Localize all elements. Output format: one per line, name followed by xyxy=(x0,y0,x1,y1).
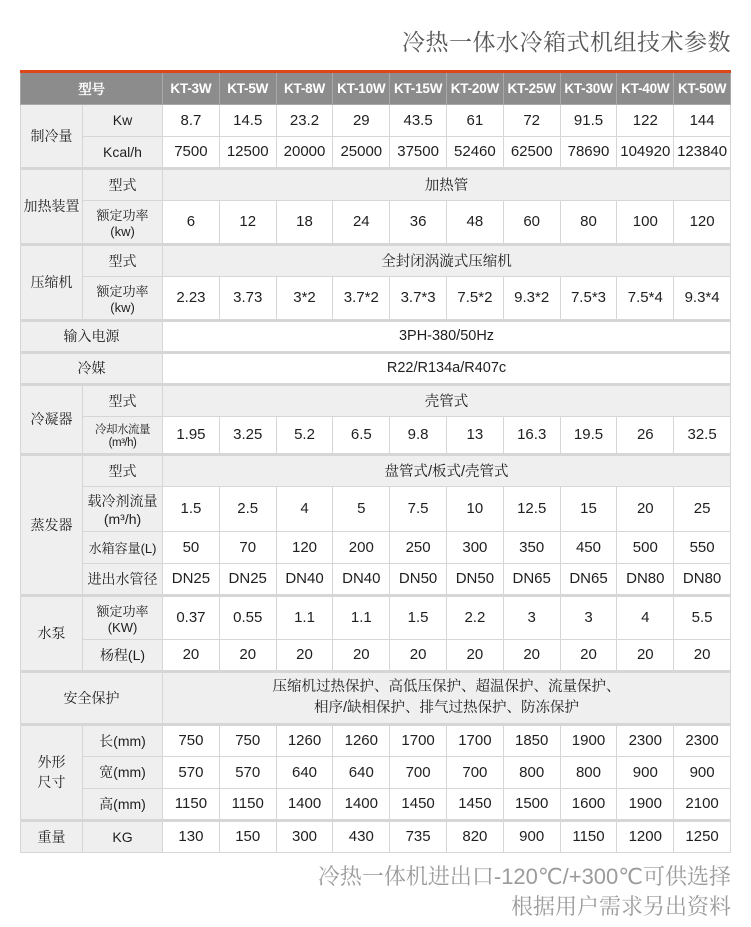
value-cell: 3.73 xyxy=(219,276,276,320)
value-cell: 104920 xyxy=(617,136,674,168)
value-cell: 120 xyxy=(674,200,731,244)
row-label-cell: 额定功率(kw) xyxy=(83,200,163,244)
table-row xyxy=(21,595,731,639)
value-cell: 5 xyxy=(333,486,390,531)
value-cell: DN25 xyxy=(163,563,220,595)
value-cell: 6.5 xyxy=(333,416,390,454)
value-cell: 1260 xyxy=(333,724,390,756)
value-cell: 570 xyxy=(219,756,276,788)
value-cell: 640 xyxy=(276,756,333,788)
value-cell: 12.5 xyxy=(503,486,560,531)
spec-table-wrap xyxy=(20,70,731,853)
value-cell: 800 xyxy=(560,756,617,788)
value-cell: 3.25 xyxy=(219,416,276,454)
span-value-cell: 壳管式 xyxy=(163,384,731,416)
value-cell: 52460 xyxy=(447,136,504,168)
value-cell: 1.95 xyxy=(163,416,220,454)
value-cell: 37500 xyxy=(390,136,447,168)
value-cell: 7500 xyxy=(163,136,220,168)
value-cell: 570 xyxy=(163,756,220,788)
footer-notes xyxy=(20,862,731,924)
value-cell: 450 xyxy=(560,531,617,563)
value-cell: 20 xyxy=(163,639,220,671)
value-cell: 1700 xyxy=(390,724,447,756)
category-cell: 冷媒 xyxy=(21,352,163,384)
value-cell: 20 xyxy=(617,639,674,671)
value-cell: 640 xyxy=(333,756,390,788)
value-cell: 2300 xyxy=(617,724,674,756)
value-cell: 14.5 xyxy=(219,104,276,136)
value-cell: 1200 xyxy=(617,820,674,852)
value-cell: DN40 xyxy=(276,563,333,595)
value-cell: 9.8 xyxy=(390,416,447,454)
model-column-header: KT-15W xyxy=(390,73,447,104)
span-value-cell: 全封闭涡漩式压缩机 xyxy=(163,244,731,276)
value-cell: 1900 xyxy=(617,788,674,820)
value-cell: 10 xyxy=(447,486,504,531)
value-cell: 9.3*4 xyxy=(674,276,731,320)
category-cell: 加热装置 xyxy=(21,168,83,244)
value-cell: 0.55 xyxy=(219,595,276,639)
value-cell: 5.5 xyxy=(674,595,731,639)
value-cell: 4 xyxy=(617,595,674,639)
value-cell: 200 xyxy=(333,531,390,563)
value-cell: 25 xyxy=(674,486,731,531)
row-label-cell: 冷却水流量(m³/h) xyxy=(83,416,163,454)
value-cell: DN50 xyxy=(447,563,504,595)
value-cell: 20 xyxy=(447,639,504,671)
row-label-cell: 型式 xyxy=(83,244,163,276)
value-cell: 1700 xyxy=(447,724,504,756)
value-cell: 3.7*2 xyxy=(333,276,390,320)
text-line: 压缩机过热保护、高低压保护、超温保护、流量保护、 xyxy=(272,678,621,695)
value-cell: 1.5 xyxy=(390,595,447,639)
value-cell: 800 xyxy=(503,756,560,788)
page-title: 冷热一体水冷箱式机组技术参数 xyxy=(402,29,731,55)
value-cell: 300 xyxy=(447,531,504,563)
text-line: 尺寸 xyxy=(37,774,66,791)
value-cell: 1.1 xyxy=(276,595,333,639)
table-row xyxy=(21,104,731,136)
value-cell: 820 xyxy=(447,820,504,852)
row-label-cell: Kw xyxy=(83,104,163,136)
value-cell: 36 xyxy=(390,200,447,244)
row-label-cell: 长(mm) xyxy=(83,724,163,756)
model-column-header: KT-30W xyxy=(560,73,617,104)
table-row xyxy=(21,788,731,820)
text-line: 载冷剂流量 xyxy=(87,492,158,509)
value-cell: 1450 xyxy=(390,788,447,820)
value-cell: 750 xyxy=(219,724,276,756)
span-value-cell: 加热管 xyxy=(163,168,731,200)
value-cell: 50 xyxy=(163,531,220,563)
value-cell: 62500 xyxy=(503,136,560,168)
value-cell: 123840 xyxy=(674,136,731,168)
value-cell: 735 xyxy=(390,820,447,852)
value-cell: DN65 xyxy=(503,563,560,595)
value-cell: 1150 xyxy=(163,788,220,820)
model-column-header: KT-50W xyxy=(674,73,731,104)
value-cell: 18 xyxy=(276,200,333,244)
value-cell: 12500 xyxy=(219,136,276,168)
value-cell: 43.5 xyxy=(390,104,447,136)
value-cell: 700 xyxy=(447,756,504,788)
table-row xyxy=(21,416,731,454)
table-row xyxy=(21,200,731,244)
table-row xyxy=(21,724,731,756)
value-cell: 900 xyxy=(503,820,560,852)
value-cell: 130 xyxy=(163,820,220,852)
value-cell: 1500 xyxy=(503,788,560,820)
value-cell: 23.2 xyxy=(276,104,333,136)
table-row xyxy=(21,136,731,168)
model-column-header: KT-3W xyxy=(163,73,220,104)
value-cell: 550 xyxy=(674,531,731,563)
value-cell: 120 xyxy=(276,531,333,563)
model-column-header: KT-10W xyxy=(333,73,390,104)
category-cell: 安全保护 xyxy=(21,671,163,724)
value-cell: 91.5 xyxy=(560,104,617,136)
value-cell: 430 xyxy=(333,820,390,852)
value-cell: DN80 xyxy=(674,563,731,595)
value-cell: 300 xyxy=(276,820,333,852)
table-row xyxy=(21,486,731,531)
text-line: 外形 xyxy=(37,754,66,771)
row-label-cell: 型式 xyxy=(83,384,163,416)
value-cell: 25000 xyxy=(333,136,390,168)
value-cell: 29 xyxy=(333,104,390,136)
value-cell: 1850 xyxy=(503,724,560,756)
value-cell: 20 xyxy=(674,639,731,671)
value-cell: 60 xyxy=(503,200,560,244)
value-cell: DN65 xyxy=(560,563,617,595)
value-cell: 1900 xyxy=(560,724,617,756)
category-cell: 压缩机 xyxy=(21,244,83,320)
table-row xyxy=(21,671,731,724)
row-label-cell: 宽(mm) xyxy=(83,756,163,788)
value-cell: 900 xyxy=(674,756,731,788)
model-column-header: KT-25W xyxy=(503,73,560,104)
span-value-cell: 盘管式/板式/壳管式 xyxy=(163,454,731,486)
table-row xyxy=(21,820,731,852)
value-cell: 1600 xyxy=(560,788,617,820)
category-cell: 冷凝器 xyxy=(21,384,83,454)
table-row xyxy=(21,276,731,320)
value-cell: 20 xyxy=(617,486,674,531)
value-cell: 1450 xyxy=(447,788,504,820)
value-cell: 1400 xyxy=(276,788,333,820)
value-cell: 144 xyxy=(674,104,731,136)
value-cell: DN25 xyxy=(219,563,276,595)
value-cell: 1.5 xyxy=(163,486,220,531)
value-cell: 2.5 xyxy=(219,486,276,531)
value-cell: 350 xyxy=(503,531,560,563)
category-cell: 输入电源 xyxy=(21,320,163,352)
row-label-cell: 进出水管径 xyxy=(83,563,163,595)
value-cell: 20000 xyxy=(276,136,333,168)
value-cell: 1150 xyxy=(219,788,276,820)
table-row xyxy=(21,384,731,416)
span-value-cell: R22/R134a/R407c xyxy=(163,352,731,384)
row-label-cell: 杨程(L) xyxy=(83,639,163,671)
table-row xyxy=(21,244,731,276)
value-cell: 20 xyxy=(390,639,447,671)
value-cell: 2100 xyxy=(674,788,731,820)
value-cell: 20 xyxy=(503,639,560,671)
value-cell: 1.1 xyxy=(333,595,390,639)
table-row xyxy=(21,352,731,384)
category-cell: 重量 xyxy=(21,820,83,852)
value-cell: 2300 xyxy=(674,724,731,756)
value-cell: DN40 xyxy=(333,563,390,595)
model-column-header: KT-40W xyxy=(617,73,674,104)
table-row xyxy=(21,563,731,595)
row-label-cell xyxy=(83,486,163,531)
value-cell: 20 xyxy=(276,639,333,671)
value-cell: 70 xyxy=(219,531,276,563)
value-cell: 4 xyxy=(276,486,333,531)
value-cell: 26 xyxy=(617,416,674,454)
models-header-row xyxy=(21,73,731,104)
value-cell: 3.7*3 xyxy=(390,276,447,320)
value-cell: 3*2 xyxy=(276,276,333,320)
row-label-cell: 型式 xyxy=(83,454,163,486)
table-row xyxy=(21,639,731,671)
value-cell: 13 xyxy=(447,416,504,454)
value-cell: 32.5 xyxy=(674,416,731,454)
value-cell: 72 xyxy=(503,104,560,136)
row-label-cell: 水箱容量(L) xyxy=(83,531,163,563)
value-cell: 8.7 xyxy=(163,104,220,136)
category-cell xyxy=(21,724,83,820)
value-cell: 7.5*2 xyxy=(447,276,504,320)
text-line: (m³/h) xyxy=(103,510,142,527)
value-cell: 19.5 xyxy=(560,416,617,454)
value-cell: 3 xyxy=(503,595,560,639)
text-line: 相序/缺相保护、排气过热保护、防冻保护 xyxy=(313,699,580,716)
value-cell: 0.37 xyxy=(163,595,220,639)
row-label-cell: 额定功率(kw) xyxy=(83,276,163,320)
table-row xyxy=(21,756,731,788)
span-value-cell xyxy=(163,671,731,724)
value-cell: 9.3*2 xyxy=(503,276,560,320)
value-cell: 750 xyxy=(163,724,220,756)
model-column-header: KT-5W xyxy=(219,73,276,104)
value-cell: 1150 xyxy=(560,820,617,852)
value-cell: 150 xyxy=(219,820,276,852)
value-cell: 7.5 xyxy=(390,486,447,531)
table-row xyxy=(21,320,731,352)
spec-table-body xyxy=(21,104,731,852)
value-cell: 6 xyxy=(163,200,220,244)
category-cell: 制冷量 xyxy=(21,104,83,168)
value-cell: 2.2 xyxy=(447,595,504,639)
spec-table xyxy=(20,73,731,853)
category-cell: 水泵 xyxy=(21,595,83,671)
value-cell: 5.2 xyxy=(276,416,333,454)
row-label-cell: KG xyxy=(83,820,163,852)
span-value-cell: 3PH-380/50Hz xyxy=(163,320,731,352)
model-header-cell: 型号 xyxy=(21,73,163,104)
value-cell: 1260 xyxy=(276,724,333,756)
value-cell: 2.23 xyxy=(163,276,220,320)
value-cell: 20 xyxy=(333,639,390,671)
model-column-header: KT-8W xyxy=(276,73,333,104)
value-cell: 1400 xyxy=(333,788,390,820)
value-cell: 900 xyxy=(617,756,674,788)
value-cell: 100 xyxy=(617,200,674,244)
note-line-1: 冷热一体机进出口-120℃/+300℃可供选择 xyxy=(317,863,731,889)
value-cell: 7.5*4 xyxy=(617,276,674,320)
value-cell: 16.3 xyxy=(503,416,560,454)
value-cell: 61 xyxy=(447,104,504,136)
table-row xyxy=(21,454,731,486)
value-cell: DN80 xyxy=(617,563,674,595)
value-cell: 3 xyxy=(560,595,617,639)
value-cell: 7.5*3 xyxy=(560,276,617,320)
row-label-cell: Kcal/h xyxy=(83,136,163,168)
row-label-cell: 高(mm) xyxy=(83,788,163,820)
model-column-header: KT-20W xyxy=(447,73,504,104)
category-cell: 蒸发器 xyxy=(21,454,83,595)
note-line-2: 根据用户需求另出资料 xyxy=(510,894,731,920)
value-cell: DN50 xyxy=(390,563,447,595)
value-cell: 122 xyxy=(617,104,674,136)
table-row xyxy=(21,168,731,200)
value-cell: 700 xyxy=(390,756,447,788)
value-cell: 15 xyxy=(560,486,617,531)
value-cell: 500 xyxy=(617,531,674,563)
value-cell: 12 xyxy=(219,200,276,244)
value-cell: 20 xyxy=(560,639,617,671)
value-cell: 78690 xyxy=(560,136,617,168)
table-row xyxy=(21,531,731,563)
value-cell: 24 xyxy=(333,200,390,244)
value-cell: 1250 xyxy=(674,820,731,852)
row-label-cell: 额定功率(KW) xyxy=(83,595,163,639)
value-cell: 20 xyxy=(219,639,276,671)
value-cell: 250 xyxy=(390,531,447,563)
row-label-cell: 型式 xyxy=(83,168,163,200)
value-cell: 80 xyxy=(560,200,617,244)
value-cell: 48 xyxy=(447,200,504,244)
